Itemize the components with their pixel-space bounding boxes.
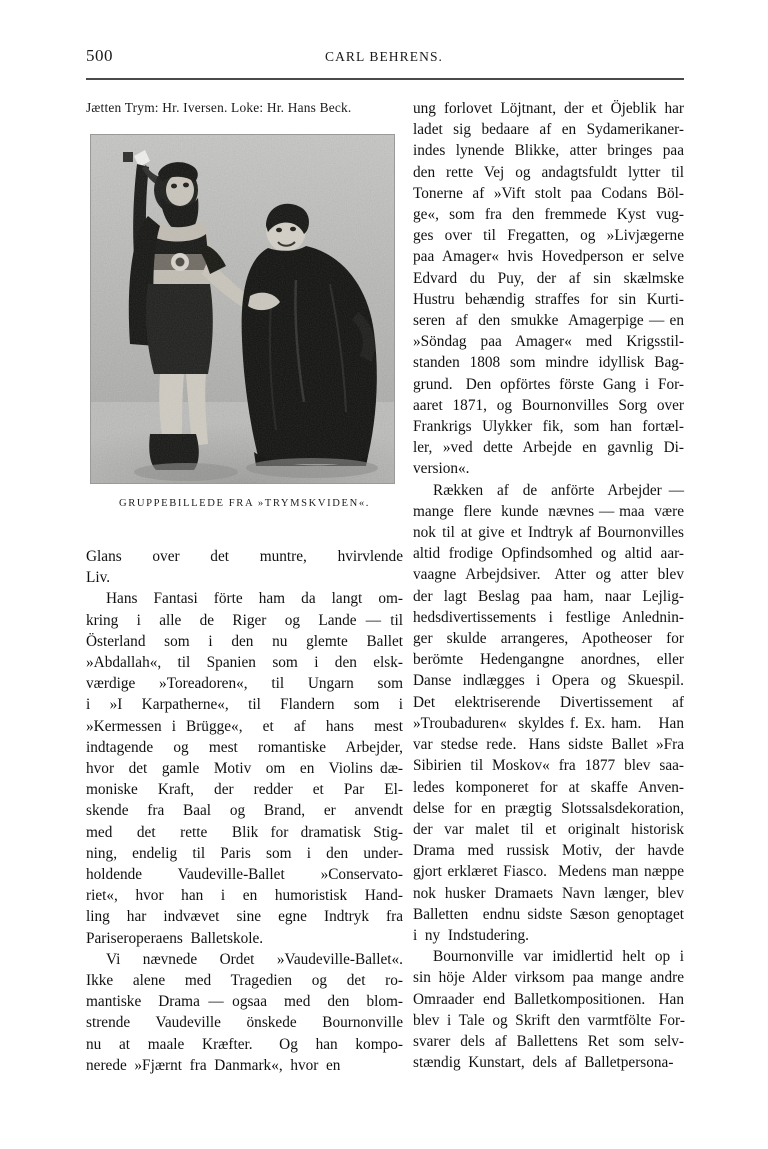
- paragraph: [413, 480, 684, 946]
- text-line: hedsdivertissements i festlige Anlednin-: [413, 608, 684, 626]
- paragraph: [86, 949, 403, 1076]
- text-line: »Troubaduren« skyldes f. Ex. ham. Han: [413, 714, 684, 732]
- text-line: blev i Tale og Skrift den varmtfölte For-: [413, 1011, 685, 1029]
- text-line: Glans over det muntre, hvirvlende: [86, 548, 403, 565]
- figure-photograph: [90, 134, 395, 484]
- text-line: med det rette Blik for dramatisk Stig-: [86, 823, 403, 841]
- text-line: hvor det gamle Motiv om en Violins dæ-: [86, 760, 403, 778]
- text-line: mantiske Drama — ogsaa med den blom-: [86, 993, 403, 1011]
- text-line: holdende Vaudeville-Ballet »Conservato-: [86, 866, 403, 884]
- text-line: værdige »Toreadoren«, til Ungarn som: [86, 675, 403, 693]
- text-line: ladet sig bedaare af en Sydamerikaner-: [413, 121, 684, 139]
- text-line: Danse indlægges i Opera og Skuespil.: [413, 672, 684, 690]
- left-column-text: [86, 546, 403, 1076]
- text-line: seren af den smukke Amagerpige — en: [413, 312, 684, 330]
- text-line: Drama med russisk Motiv, der havde: [413, 842, 684, 860]
- text-line: nok til at give et Indtryk af Bournonvilles: [413, 524, 684, 542]
- text-line: Edvard du Puy, der af sin skælmske: [413, 269, 684, 287]
- text-line: Det elektriserende Divertissement af: [413, 693, 684, 711]
- text-line: skende fra Baal og Brand, er anvendt: [86, 802, 403, 820]
- text-line: vaagne Arbejdsiver. Atter og atter blev: [413, 566, 684, 584]
- text-line: der var malet til et originalt historisk: [413, 820, 684, 838]
- text-line: delse for en prægtig Slotssalsdekoration,: [413, 799, 684, 817]
- text-line: berömte Hedengangne anordnes, eller: [413, 651, 684, 669]
- page-number: 500: [86, 46, 113, 65]
- text-line: ler, »ved dette Arbejde en gavnlig Di-: [413, 439, 684, 457]
- text-line: ger skulde arrangeres, Apotheoser for: [413, 630, 684, 648]
- text-line: Balletten endnu sidste Sæson genoptaget: [413, 905, 684, 923]
- text-line: Omraader end Balletkompositionen. Han: [413, 990, 684, 1008]
- text-line: »Kermessen i Brügge«, et af hans mest: [86, 717, 403, 735]
- running-head: [86, 46, 682, 72]
- figure-credit-line: Jætten Trym: Hr. Iversen. Loke: Hr. Hans Beck.: [86, 100, 352, 115]
- text-line: Rækken af de anförte Arbejder —: [433, 481, 684, 499]
- text-line: kring i alle de Riger og Lande — til: [86, 611, 403, 629]
- photograph-image: [90, 134, 395, 484]
- text-line: Pariseroperaens Balletskole.: [86, 929, 264, 947]
- text-line: riet«, hvor han i en humoristisk Hand-: [86, 887, 403, 905]
- paragraph: [86, 588, 403, 948]
- text-line: ling har indvævet sine egne Indtryk fra: [86, 908, 403, 926]
- figure-caption: GRUPPEBILLEDE FRA »TRYMSKVIDEN«.: [118, 498, 371, 509]
- text-line: Vi nævnede Ordet »Vaudeville-Ballet«.: [106, 950, 403, 968]
- text-line: aaret 1871, og Bournonvilles Sorg over: [413, 396, 684, 414]
- text-line: Ikke alene med Tragedien og det ro-: [86, 972, 403, 990]
- paragraph: [413, 98, 684, 480]
- text-line: mange flere kunde nævnes — maa være: [413, 502, 684, 520]
- text-line: Hustru behændig straffes for sin Kurti-: [413, 290, 684, 308]
- text-line: ge«, som fra den fremmede Kyst vug-: [413, 206, 684, 224]
- text-line: »Söndag paa Amager« med Krigsstil-: [413, 333, 684, 351]
- text-line: ledes komponeret for at skaffe Anven-: [413, 778, 684, 796]
- text-line: Bournonville var imidlertid helt op i: [433, 948, 684, 966]
- text-line: i »I Karpatherne«, til Flandern som i: [86, 696, 403, 714]
- text-line: grund. Den opförtes förste Gang i For-: [413, 375, 684, 393]
- text-line: Hans Fantasi förte ham da langt om-: [106, 590, 403, 608]
- text-line: standen 1808 som mindre idyllisk Bag-: [413, 354, 684, 372]
- text-line: indes lynende Blikke, atter bringes paa: [413, 142, 684, 160]
- text-line: den rette Vej og andagtsfuldt lytter til: [413, 163, 684, 181]
- text-line: nok husker Dramaets Navn længer, blev: [413, 884, 684, 902]
- text-line: var stedse rede. Hans sidste Ballet »Fra: [413, 736, 684, 754]
- text-line: »Abdallah«, til Spanien som i den elsk-: [86, 654, 403, 672]
- text-line: ning, endelig til Paris som i den under-: [86, 844, 403, 862]
- text-line: Österland som i den nu glemte Ballet: [86, 632, 403, 650]
- text-line: svarer dels af Ballettens Ret som selv-: [413, 1032, 684, 1050]
- text-line: version«.: [413, 460, 470, 478]
- text-line: Liv.: [86, 569, 111, 587]
- text-line: indtagende og mest romantiske Arbejder,: [86, 738, 403, 756]
- photo-svg: [90, 134, 395, 484]
- text-line: ges over til Fregatten, og »Livjægerne: [413, 227, 684, 245]
- header-rule: [86, 78, 684, 80]
- running-title: CARL BEHRENS.: [324, 49, 444, 64]
- text-line: nerede »Fjærnt fra Danmark«, hvor en: [86, 1056, 341, 1074]
- text-line: der lagt Beslag paa ham, naar Lejlig-: [413, 587, 684, 605]
- text-line: gjort erklæret Fiasco. Medens man næppe: [413, 863, 684, 881]
- text-line: Tonerne af »Vift stolt paa Codans Böl-: [413, 184, 684, 202]
- paragraph: [86, 546, 403, 588]
- text-line: ung forlovet Löjtnant, der et Öjeblik har: [413, 100, 684, 117]
- text-line: Sibirien til Moskov« fra 1877 blev saa-: [413, 757, 684, 775]
- text-line: altid frodige Opfindsomhed og altid aar-: [413, 545, 684, 563]
- text-line: Frankrigs Ulykker fik, som han fortæl-: [413, 418, 684, 436]
- text-line: i ny Indstudering.: [413, 926, 529, 944]
- text-line: paa Amager« hvis Hovedperson er selve: [413, 248, 684, 266]
- text-line: moniske Kraft, der redder et Par El-: [86, 781, 403, 799]
- text-line: stændig Kunstart, dels af Balletpersona-: [413, 1054, 674, 1072]
- paragraph: [413, 946, 684, 1073]
- text-line: nu at maale Kræfter. Og han kompo-: [86, 1035, 403, 1053]
- text-line: strende Vaudeville önskede Bournonville: [86, 1014, 403, 1032]
- text-line: sin höje Alder virksom paa mange andre: [413, 969, 684, 987]
- right-column-text: [413, 98, 684, 1073]
